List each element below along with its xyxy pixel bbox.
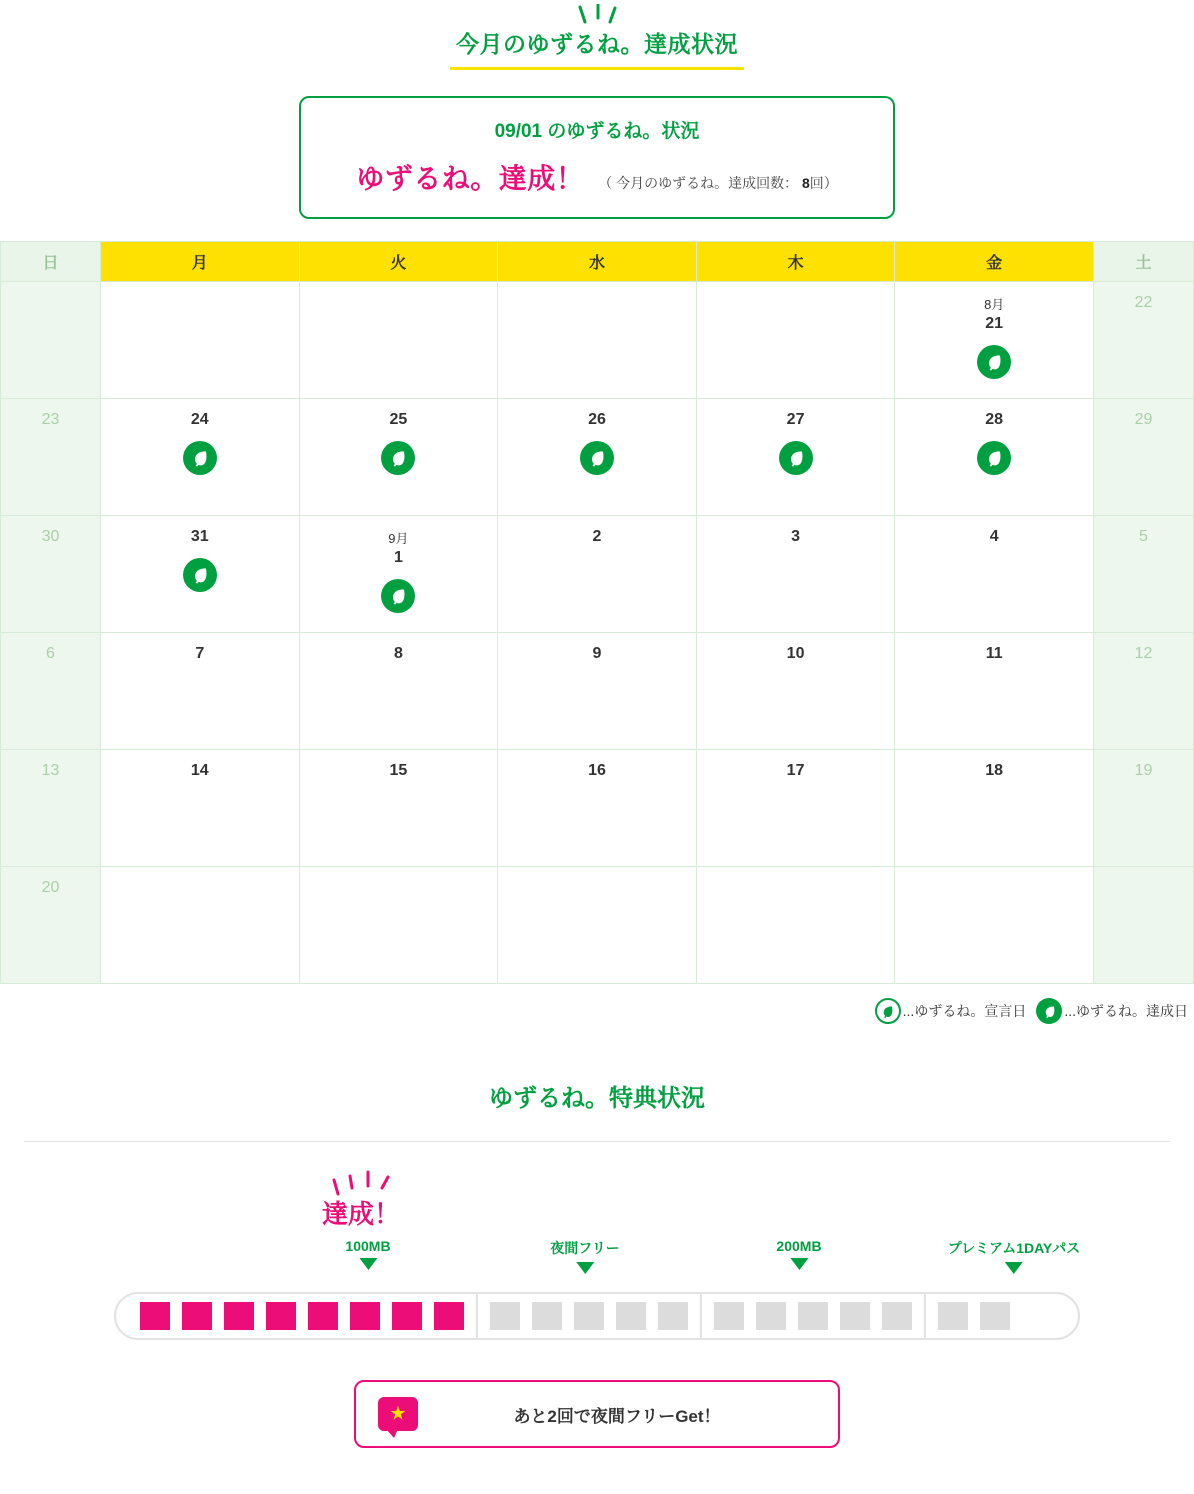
status-count-prefix: （ 今月のゆずるね。達成回数： <box>598 175 799 191</box>
calendar-day-number: 23 <box>41 411 60 428</box>
calendar-day-number: 15 <box>389 762 408 779</box>
progress-cell <box>350 1302 380 1330</box>
calendar-day-cell[interactable] <box>895 399 1094 516</box>
cta-text: あと2回で夜間フリーGet！ <box>513 1406 721 1426</box>
calendar-day-cell[interactable] <box>498 633 697 750</box>
calendar-day-number: 19 <box>1134 762 1153 779</box>
calendar-week-row <box>1 750 1194 867</box>
achieve-callout <box>0 1168 1194 1238</box>
progress-cell <box>224 1302 254 1330</box>
leaf-filled-icon <box>183 558 217 592</box>
calendar-day-number: 3 <box>791 528 801 545</box>
milestone-marker <box>345 1238 390 1270</box>
leaf-filled-icon <box>1036 998 1062 1024</box>
calendar-day-cell[interactable] <box>1 750 101 867</box>
calendar-day-number: 31 <box>190 528 209 545</box>
calendar-day-cell[interactable] <box>895 516 1094 633</box>
rewards-progress-bar <box>114 1292 1080 1340</box>
calendar-week-row <box>1 867 1194 984</box>
status-count <box>598 173 838 193</box>
calendar-empty-cell <box>299 867 498 984</box>
calendar-day-cell[interactable] <box>299 750 498 867</box>
calendar-day-cell[interactable] <box>1 633 101 750</box>
progress-segment-group <box>128 1294 476 1338</box>
calendar-day-cell[interactable] <box>895 282 1094 399</box>
status-date: 09/01 のゆずるね。状況 <box>494 121 700 142</box>
progress-segment-group <box>700 1294 924 1338</box>
progress-cell <box>140 1302 170 1330</box>
calendar-day-number: 10 <box>786 645 805 662</box>
calendar-day-cell[interactable] <box>101 750 300 867</box>
calendar-empty-cell <box>498 867 697 984</box>
calendar-day-cell[interactable] <box>299 399 498 516</box>
calendar-header-thu: 木 <box>696 242 895 282</box>
progress-cell <box>756 1302 786 1330</box>
calendar <box>0 241 1194 984</box>
leaf-filled-icon <box>977 441 1011 475</box>
calendar-day-number: 24 <box>190 411 209 428</box>
calendar-day-number: 28 <box>985 411 1004 428</box>
milestone-arrow-icon <box>359 1258 377 1270</box>
milestone-marker <box>550 1238 619 1274</box>
calendar-day-cell[interactable] <box>498 750 697 867</box>
calendar-day-number: 7 <box>195 645 205 662</box>
calendar-empty-cell <box>101 282 300 399</box>
milestone-arrow-icon <box>790 1258 808 1270</box>
calendar-day-cell[interactable] <box>696 399 895 516</box>
calendar-header-mon: 月 <box>101 242 300 282</box>
status-achievement: ゆずるね。達成！ <box>356 163 585 194</box>
milestone-arrow-icon <box>576 1262 594 1274</box>
progress-cell <box>434 1302 464 1330</box>
calendar-week-row <box>1 516 1194 633</box>
calendar-week-row <box>1 633 1194 750</box>
progress-cell <box>980 1302 1010 1330</box>
leaf-filled-icon <box>183 441 217 475</box>
milestone-label: プレミアム1DAYパス <box>947 1240 1081 1256</box>
rewards-divider <box>24 1141 1170 1142</box>
calendar-day-cell[interactable] <box>895 633 1094 750</box>
status-count-value: 8 <box>802 175 810 191</box>
calendar-week-row <box>1 399 1194 516</box>
progress-cell <box>798 1302 828 1330</box>
calendar-day-number: 17 <box>786 762 805 779</box>
calendar-day-number: 11 <box>985 645 1003 662</box>
calendar-day-number: 27 <box>786 411 805 428</box>
milestone-marker <box>948 1238 1081 1274</box>
calendar-empty-cell <box>299 282 498 399</box>
calendar-day-cell[interactable] <box>696 516 895 633</box>
legend-declared <box>875 998 1027 1024</box>
sparkle-icon <box>567 4 627 26</box>
progress-segment-group <box>924 1294 1022 1338</box>
calendar-day-cell[interactable] <box>498 516 697 633</box>
progress-cell <box>490 1302 520 1330</box>
calendar-day-number: 26 <box>588 411 606 428</box>
milestone-marker <box>776 1238 821 1270</box>
calendar-day-cell[interactable] <box>1094 282 1194 399</box>
calendar-empty-cell <box>895 867 1094 984</box>
calendar-day-number: 29 <box>1134 411 1153 428</box>
milestone-label: 100MB <box>345 1238 391 1254</box>
milestone-label: 夜間フリー <box>550 1240 620 1256</box>
calendar-day-number: 22 <box>1134 294 1153 311</box>
progress-segment-group <box>476 1294 700 1338</box>
calendar-header-tue: 火 <box>299 242 498 282</box>
leaf-filled-icon <box>779 441 813 475</box>
calendar-empty-cell <box>101 867 300 984</box>
calendar-day-number: 8 <box>393 645 403 662</box>
calendar-day-cell[interactable] <box>1094 750 1194 867</box>
calendar-day-cell[interactable] <box>1094 399 1194 516</box>
star-speech-bubble-icon <box>378 1397 418 1431</box>
calendar-header-sun: 日 <box>1 242 101 282</box>
progress-cell <box>266 1302 296 1330</box>
progress-cell <box>574 1302 604 1330</box>
calendar-empty-cell <box>696 282 895 399</box>
status-box <box>299 96 895 219</box>
calendar-empty-cell <box>1094 867 1194 984</box>
progress-cell <box>840 1302 870 1330</box>
rewards-title: ゆずるね。特典状況 <box>489 1085 705 1112</box>
status-count-suffix: 回） <box>809 175 838 191</box>
calendar-day-number: 6 <box>46 645 55 662</box>
progress-cell <box>714 1302 744 1330</box>
progress-cell <box>182 1302 212 1330</box>
calendar-day-number: 25 <box>389 411 408 428</box>
calendar-day-cell[interactable] <box>299 516 498 633</box>
calendar-month-label: 8月 <box>984 297 1005 312</box>
progress-cell <box>308 1302 338 1330</box>
calendar-day-number: 16 <box>588 762 606 779</box>
calendar-day-number: 1 <box>393 549 403 566</box>
leaf-filled-icon <box>580 441 614 475</box>
progress-cell <box>658 1302 688 1330</box>
calendar-day-cell[interactable] <box>696 750 895 867</box>
milestone-arrow-icon <box>1005 1262 1023 1274</box>
calendar-header-wed: 水 <box>498 242 697 282</box>
progress-cell <box>532 1302 562 1330</box>
calendar-header-fri: 金 <box>895 242 1094 282</box>
leaf-filled-icon <box>381 441 415 475</box>
calendar-empty-cell <box>498 282 697 399</box>
milestone-markers <box>0 1238 1194 1290</box>
calendar-day-cell[interactable] <box>1094 633 1194 750</box>
calendar-day-cell[interactable] <box>101 399 300 516</box>
calendar-day-number: 4 <box>989 528 999 545</box>
calendar-day-cell[interactable] <box>498 399 697 516</box>
calendar-day-cell[interactable] <box>1 399 101 516</box>
status-line <box>311 157 883 197</box>
calendar-month-label: 9月 <box>388 531 409 546</box>
calendar-day-cell[interactable] <box>299 633 498 750</box>
legend-achieved-label: ...ゆずるね。達成日 <box>1064 1003 1188 1019</box>
calendar-day-number: 5 <box>1139 528 1148 545</box>
calendar-day-cell[interactable] <box>696 633 895 750</box>
milestone-label: 200MB <box>776 1238 822 1254</box>
calendar-day-number: 12 <box>1134 645 1153 662</box>
progress-cell <box>882 1302 912 1330</box>
leaf-filled-icon <box>977 345 1011 379</box>
calendar-day-cell[interactable] <box>1 867 101 984</box>
cta-banner[interactable] <box>354 1380 840 1448</box>
achieve-badge-label: 達成！ <box>322 1199 401 1229</box>
calendar-day-number: 20 <box>41 879 60 896</box>
calendar-day-cell[interactable] <box>895 750 1094 867</box>
calendar-day-number: 9 <box>592 645 602 662</box>
calendar-day-cell[interactable] <box>101 516 300 633</box>
calendar-day-cell[interactable] <box>101 633 300 750</box>
page-header <box>0 0 1194 70</box>
calendar-day-number: 14 <box>190 762 209 779</box>
calendar-day-number: 13 <box>41 762 60 779</box>
calendar-body <box>1 282 1194 984</box>
calendar-day-number: 18 <box>985 762 1004 779</box>
calendar-day-cell[interactable] <box>1094 516 1194 633</box>
calendar-day-number: 30 <box>41 528 60 545</box>
calendar-empty-cell <box>696 867 895 984</box>
calendar-legend <box>0 984 1194 1024</box>
calendar-week-row <box>1 282 1194 399</box>
leaf-outline-icon <box>875 998 901 1024</box>
page-title: 今月のゆずるね。達成状況 <box>450 26 744 70</box>
legend-achieved <box>1036 998 1188 1024</box>
calendar-day-cell[interactable] <box>1 516 101 633</box>
calendar-day-number: 2 <box>592 528 602 545</box>
progress-cell <box>938 1302 968 1330</box>
legend-declared-label: ...ゆずるね。宣言日 <box>902 1003 1027 1019</box>
calendar-day-number: 21 <box>985 315 1004 332</box>
progress-cell <box>616 1302 646 1330</box>
calendar-header-row <box>1 242 1194 282</box>
calendar-empty-cell <box>1 282 101 399</box>
leaf-filled-icon <box>381 579 415 613</box>
star-glyph: ★ <box>389 1403 407 1425</box>
progress-cell <box>392 1302 422 1330</box>
calendar-header-sat: 土 <box>1094 242 1194 282</box>
